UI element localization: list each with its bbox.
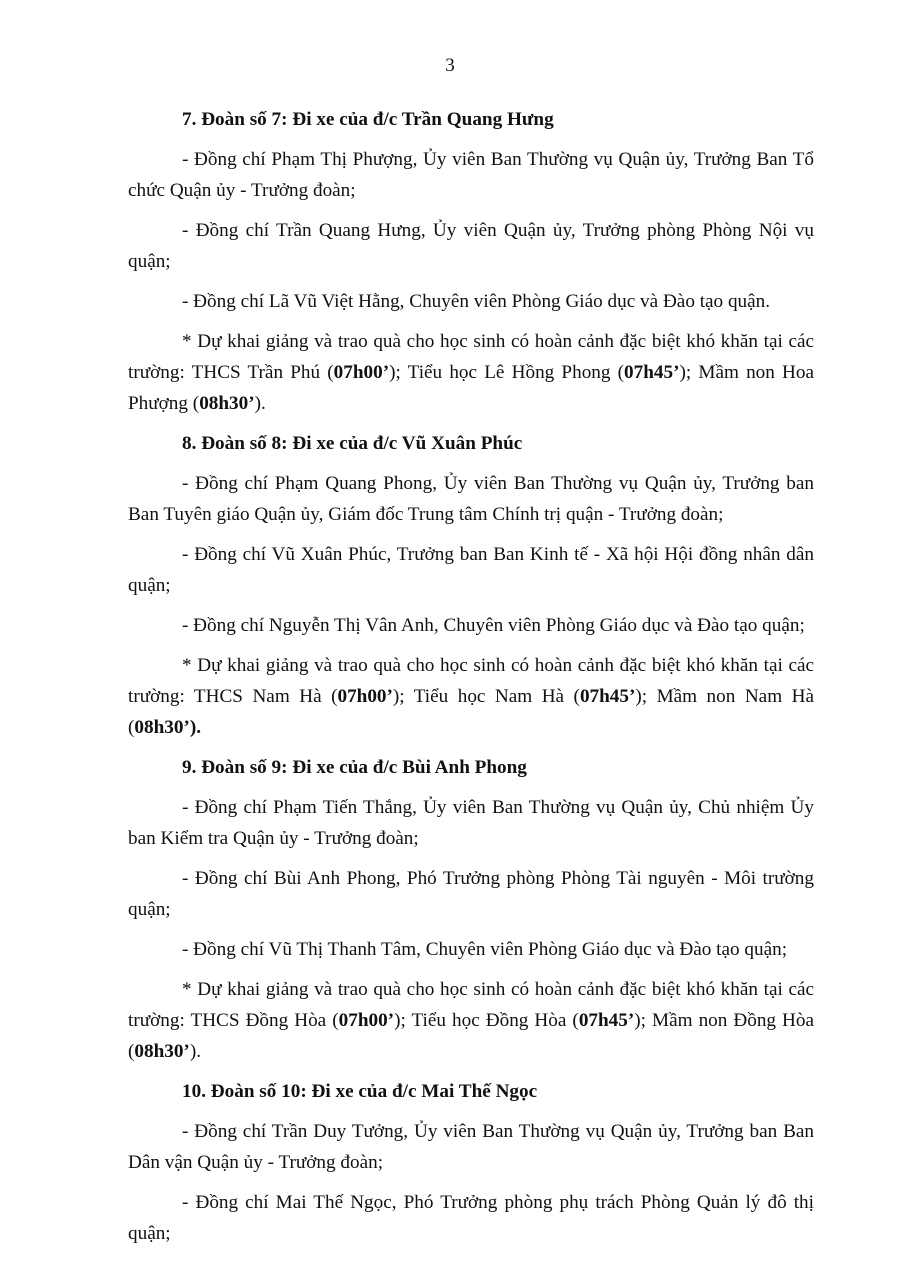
school-3-time: 08h30’). <box>134 717 202 738</box>
document-body <box>128 104 814 1258</box>
school-2: Tiểu học Nam Hà ( <box>413 686 580 707</box>
member-item: - Đồng chí Phạm Thị Phượng, Ủy viên Ban Thường vụ Quận ủy, Trưởng Ban Tổ chức Quận ủy - Trưởng đoàn; <box>128 149 814 201</box>
school-2: Tiểu học Đồng Hòa ( <box>411 1010 579 1031</box>
school-1: THCS Đồng Hòa ( <box>190 1010 339 1031</box>
school-3: Mầm non Nam Hà ( <box>128 686 814 738</box>
section-heading-8: 8. Đoàn số 8: Đi xe của đ/c Vũ Xuân Phúc <box>182 433 523 454</box>
member-item: - Đồng chí Phạm Tiến Thắng, Ủy viên Ban Thường vụ Quận ủy, Chủ nhiệm Ủy ban Kiểm tra Quận ủy - Trưởng đoàn; <box>128 797 814 849</box>
member-item: - Đồng chí Mai Thế Ngọc, Phó Trưởng phòng phụ trách Phòng Quản lý đô thị quận; <box>128 1192 814 1244</box>
school-1: THCS Nam Hà ( <box>193 686 338 707</box>
member-item: - Đồng chí Lã Vũ Việt Hằng, Chuyên viên Phòng Giáo dục và Đào tạo quận. <box>182 291 771 312</box>
sep: ); <box>394 1010 412 1031</box>
sep: ); <box>679 362 699 383</box>
sep: ). <box>254 393 266 414</box>
schedule-intro: * Dự khai giảng và trao quà cho học sinh có hoàn cảnh đặc biệt khó khăn tại các trường: <box>128 655 814 707</box>
school-3-time: 08h30’ <box>199 393 255 414</box>
schedule-paragraph-8 <box>128 650 814 743</box>
member-item: - Đồng chí Vũ Thị Thanh Tâm, Chuyên viên Phòng Giáo dục và Đào tạo quận; <box>182 939 788 960</box>
member-item: - Đồng chí Vũ Xuân Phúc, Trưởng ban Ban Kinh tế - Xã hội Hội đồng nhân dân quận; <box>128 544 814 596</box>
section-heading-9: 9. Đoàn số 9: Đi xe của đ/c Bùi Anh Phong <box>182 757 527 778</box>
schedule-paragraph-9 <box>128 974 814 1067</box>
member-item: - Đồng chí Bùi Anh Phong, Phó Trưởng phòng Phòng Tài nguyên - Môi trường quận; <box>128 868 814 920</box>
school-2: Tiểu học Lê Hồng Phong ( <box>407 362 625 383</box>
school-1-time: 07h00’ <box>338 1010 395 1031</box>
sep: ); <box>392 686 414 707</box>
member-item: - Đồng chí Trần Duy Tưởng, Ủy viên Ban Thường vụ Quận ủy, Trưởng ban Ban Dân vận Quận ủy - Trưởng đoàn; <box>128 1121 814 1173</box>
school-3: Mầm non Hoa Phượng ( <box>128 362 814 414</box>
sep: ); <box>634 1010 653 1031</box>
sep: ). <box>189 1041 202 1062</box>
schedule-paragraph-7 <box>128 326 814 419</box>
page-number: 3 <box>445 55 455 76</box>
member-item: - Đồng chí Nguyễn Thị Vân Anh, Chuyên viên Phòng Giáo dục và Đào tạo quận; <box>182 615 805 636</box>
schedule-intro: * Dự khai giảng và trao quà cho học sinh có hoàn cảnh đặc biệt khó khăn tại các trường: <box>128 979 814 1031</box>
school-3-time: 08h30’ <box>134 1041 190 1062</box>
member-item: - Đồng chí Trần Quang Hưng, Ủy viên Quận ủy, Trưởng phòng Phòng Nội vụ quận; <box>128 220 814 272</box>
school-1-time: 07h00’ <box>337 686 393 707</box>
school-1-time: 07h00’ <box>333 362 390 383</box>
section-heading-10: 10. Đoàn số 10: Đi xe của đ/c Mai Thế Ngọc <box>182 1081 538 1102</box>
school-2-time: 07h45’ <box>624 362 680 383</box>
sep: ); <box>635 686 657 707</box>
sep: ); <box>389 362 408 383</box>
section-heading-7: 7. Đoàn số 7: Đi xe của đ/c Trần Quang Hưng <box>182 109 554 130</box>
school-1: THCS Trần Phú ( <box>191 362 334 383</box>
schedule-intro: * Dự khai giảng và trao quà cho học sinh có hoàn cảnh đặc biệt khó khăn tại các trường: <box>128 331 814 383</box>
school-3: Mầm non Đồng Hòa ( <box>128 1010 815 1062</box>
school-2-time: 07h45’ <box>579 686 636 707</box>
school-2-time: 07h45’ <box>578 1010 635 1031</box>
member-item: - Đồng chí Phạm Quang Phong, Ủy viên Ban Thường vụ Quận ủy, Trưởng ban Ban Tuyên giáo Quận ủy, Giám đốc Trung tâm Chính trị quận - Trưởng đoàn; <box>128 473 814 525</box>
